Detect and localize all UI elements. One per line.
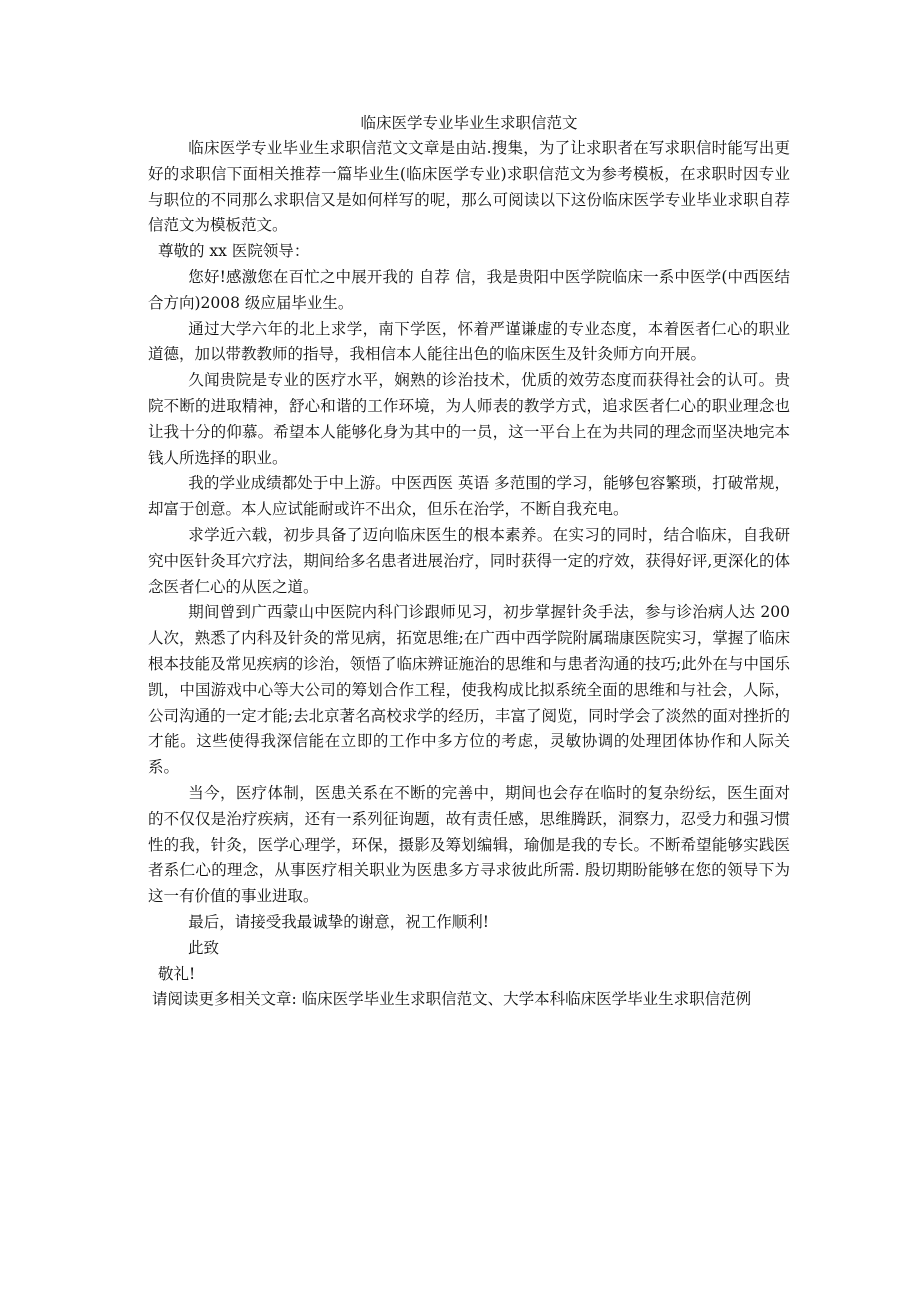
closing-salute: 敬礼!: [158, 964, 196, 983]
letter-paragraph: 通过大学六年的北上求学，南下学医，怀着严谨谦虚的专业态度，本着医者仁心的职业道德，加以带教教师的指导，我相信本人能往出色的临床医生及针灸师方向开展。: [148, 319, 790, 364]
salutation: 尊敬的 xx 医院领导：: [158, 242, 310, 261]
letter-paragraph: 当今，医疗体制，医患关系在不断的完善中，期间也会存在临时的复杂纷纭，医生面对的不仅仅是治疗疾病，还有一系列征询题，故有责任感，思维腾跃，洞察力，忍受力和强习惯性的我，针灸，医学心理学，环保，摄影及筹划编辑，瑜伽是我的专长。不断希望能够实践医者系仁心的理念，从事医疗相关职业为医患多方寻求彼此所需. 殷切期盼能够在您的领导下为这一有价值的事业进取。: [148, 783, 790, 906]
document-title: 临床医学专业毕业生求职信范文: [360, 114, 578, 132]
letter-paragraph: 最后，请接受我最诚挚的谢意，祝工作顺利!: [188, 912, 490, 931]
closing-line: 此致: [188, 938, 220, 957]
letter-paragraph: 您好!感激您在百忙之中展开我的 自荐 信，我是贵阳中医学院临床一系中医学(中西医结合方向)2008 级应届毕业生。: [148, 267, 790, 312]
related-articles-line: 请阅读更多相关文章: 临床医学毕业生求职信范文、大学本科临床医学毕业生求职信范例: [152, 990, 752, 1009]
letter-paragraph: 久闻贵院是专业的医疗水平，娴熟的诊治技术，优质的效劳态度而获得社会的认可。贵院不断的进取精神，舒心和谐的工作环境，为人师表的教学方式，追求医者仁心的职业理念也让我十分的仰慕。希望本人能够化身为其中的一员，这一平台上在为共同的理念而坚决地完本钱人所选择的职业。: [148, 371, 790, 467]
letter-paragraph: 期间曾到广西蒙山中医院内科门诊跟师见习，初步掌握针灸手法，参与诊治病人达 200 人次，熟悉了内科及针灸的常见病，拓宽思维;在广西中西学院附属瑞康医院实习，掌握了临床根本技能及常见疾病的诊治，领悟了临床辨证施治的思维和与患者沟通的技巧;此外在与中国乐凯，中国游戏中心等大公司的筹划合作工程，使我构成比拟系统全面的思维和与社会，人际，公司沟通的一定才能;去北京著名高校求学的经历，丰富了阅览，同时学会了淡然的面对挫折的才能。这些使得我深信能在立即的工作中多方位的考虑，灵敏协调的处理团体协作和人际关系。: [148, 603, 790, 777]
intro-paragraph: 临床医学专业毕业生求职信范文文章是由站.搜集，为了让求职者在写求职信时能写出更好的求职信下面相关推荐一篇毕业生(临床医学专业)求职信范文为参考模板，在求职时因专业与职位的不同那么求职信又是如何样写的呢，那么可阅读以下这份临床医学专业毕业求职自荐信范文为模板范文。: [148, 139, 790, 235]
letter-paragraph: 我的学业成绩都处于中上游。中医西医 英语 多范围的学习，能够包容繁琐，打破常规，却富于创意。本人应试能耐或许不出众，但乐在治学，不断自我充电。: [148, 474, 790, 519]
letter-body: [148, 110, 790, 1013]
letter-paragraph: 求学近六载，初步具备了迈向临床医生的根本素养。在实习的同时，结合临床，自我研究中医针灸耳穴疗法，期间给多名患者进展治疗，同时获得一定的疗效，获得好评,更深化的体念医者仁心的从医之道。: [148, 525, 790, 596]
